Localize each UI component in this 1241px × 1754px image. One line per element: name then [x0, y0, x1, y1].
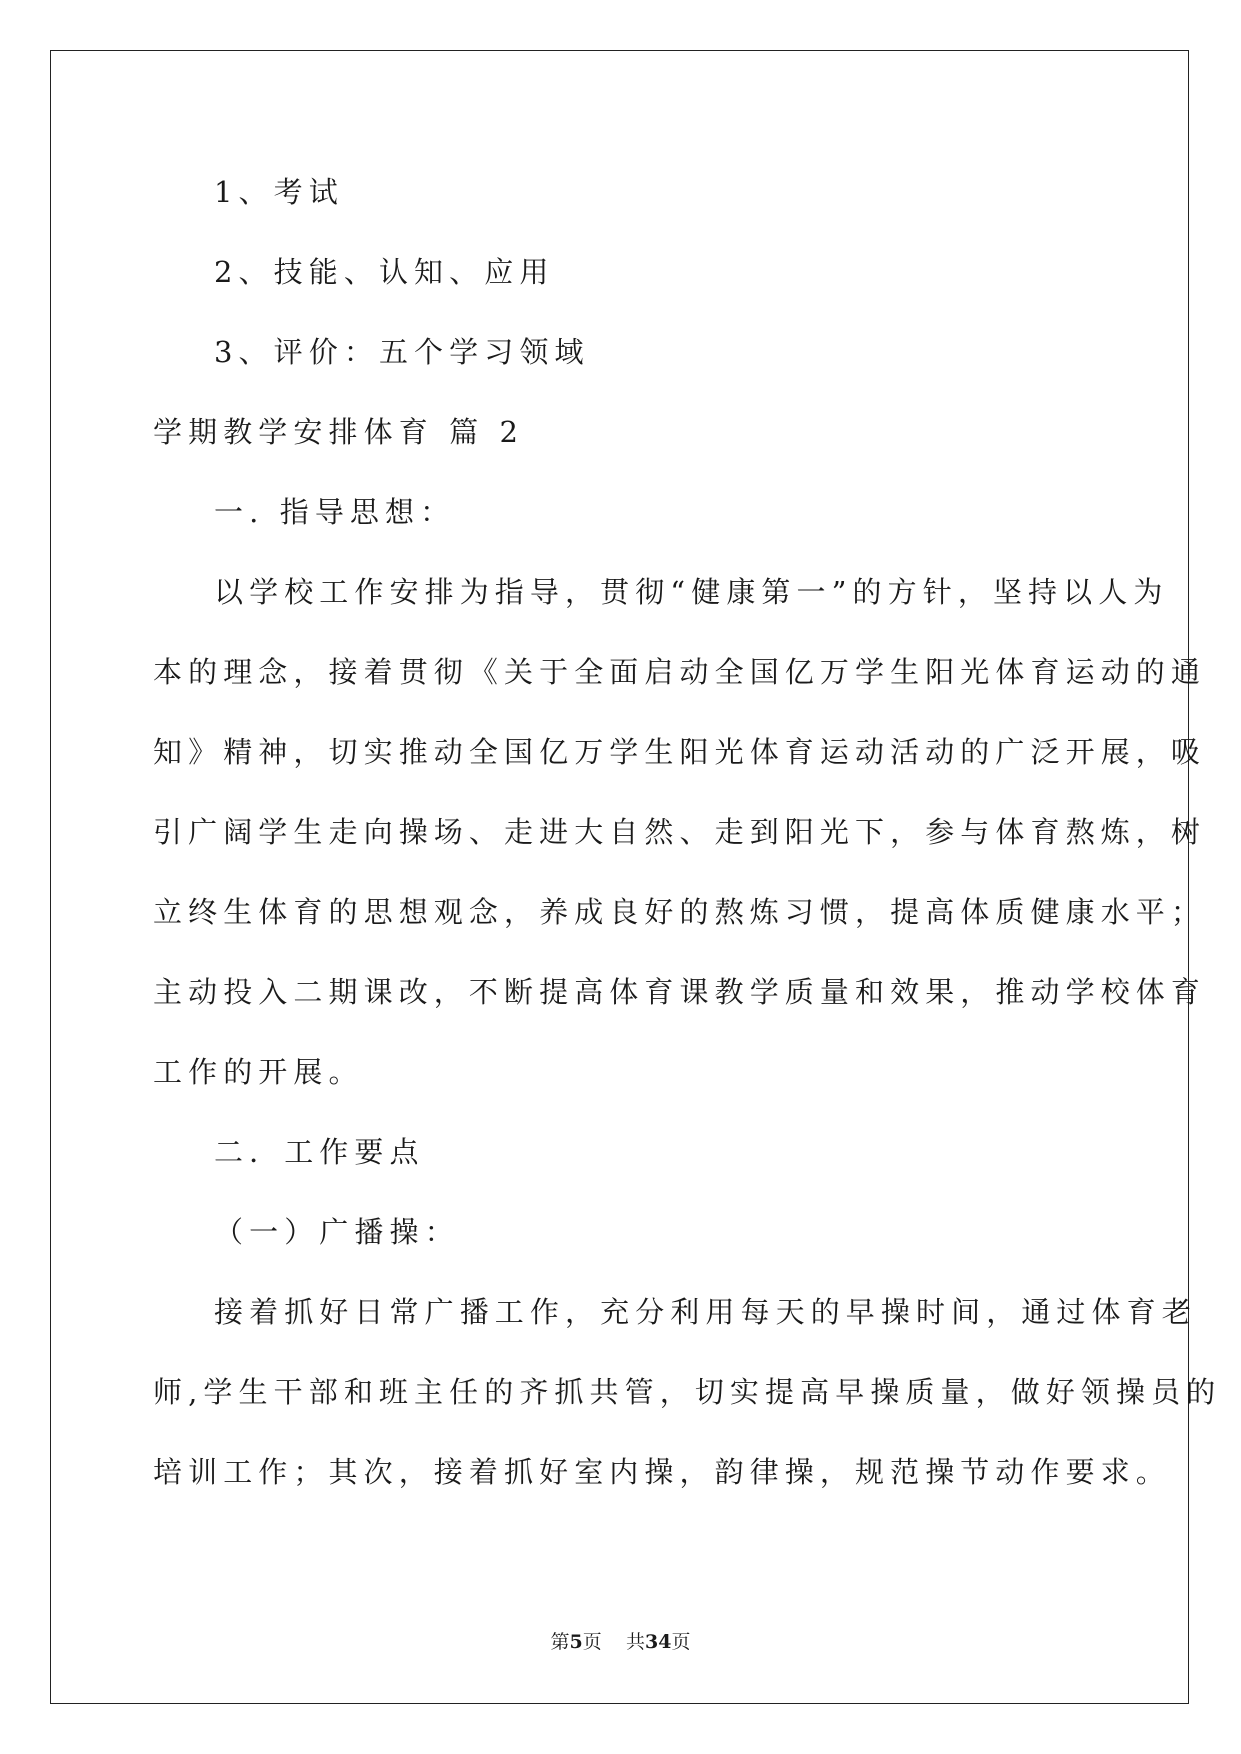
list-item-evaluation: 3、评价：五个学习领域	[214, 335, 590, 369]
paragraph-line: 立终生体育的思想观念，养成良好的熬炼习惯，提高体质健康水平；	[153, 895, 1207, 929]
total-prefix: 共	[625, 1631, 645, 1653]
list-item-exam: 1、考试	[214, 175, 344, 209]
paragraph-line: 接着抓好日常广播工作，充分利用每天的早操时间，通过体育老	[214, 1295, 1197, 1329]
subheading-work-points: 二．工作要点	[214, 1135, 425, 1169]
list-item-skills: 2、技能、认知、应用	[214, 255, 555, 289]
subheading-broadcast-exercise: （一）广播操：	[214, 1215, 460, 1249]
paragraph-line: 知》精神，切实推动全国亿万学生阳光体育运动活动的广泛开展，吸	[153, 735, 1207, 769]
paragraph-line: 工作的开展。	[153, 1055, 364, 1089]
paragraph-line: 以学校工作安排为指导，贯彻“健康第一”的方针，坚持以人为	[214, 575, 1169, 609]
paragraph-line: 引广阔学生走向操场、走进大自然、走到阳光下，参与体育熬炼，树	[153, 815, 1207, 849]
paragraph-line: 师,学生干部和班主任的齐抓共管，切实提高早操质量，做好领操员的	[153, 1375, 1222, 1409]
section-heading: 学期教学安排体育 篇 2	[153, 415, 525, 449]
total-pages: 34	[644, 1631, 672, 1653]
page-number: 5	[569, 1631, 583, 1653]
paragraph-line: 本的理念，接着贯彻《关于全面启动全国亿万学生阳光体育运动的通	[153, 655, 1207, 689]
paragraph-line: 培训工作；其次，接着抓好室内操，韵律操，规范操节动作要求。	[153, 1455, 1171, 1489]
page-prefix: 第	[550, 1631, 570, 1653]
paragraph-line: 主动投入二期课改，不断提高体育课教学质量和效果，推动学校体育	[153, 975, 1207, 1009]
page-suffix: 页	[582, 1631, 602, 1653]
subheading-guiding-ideology: 一. 指导思想：	[214, 495, 456, 529]
total-suffix: 页	[671, 1631, 691, 1653]
page-footer	[0, 1630, 1241, 1654]
